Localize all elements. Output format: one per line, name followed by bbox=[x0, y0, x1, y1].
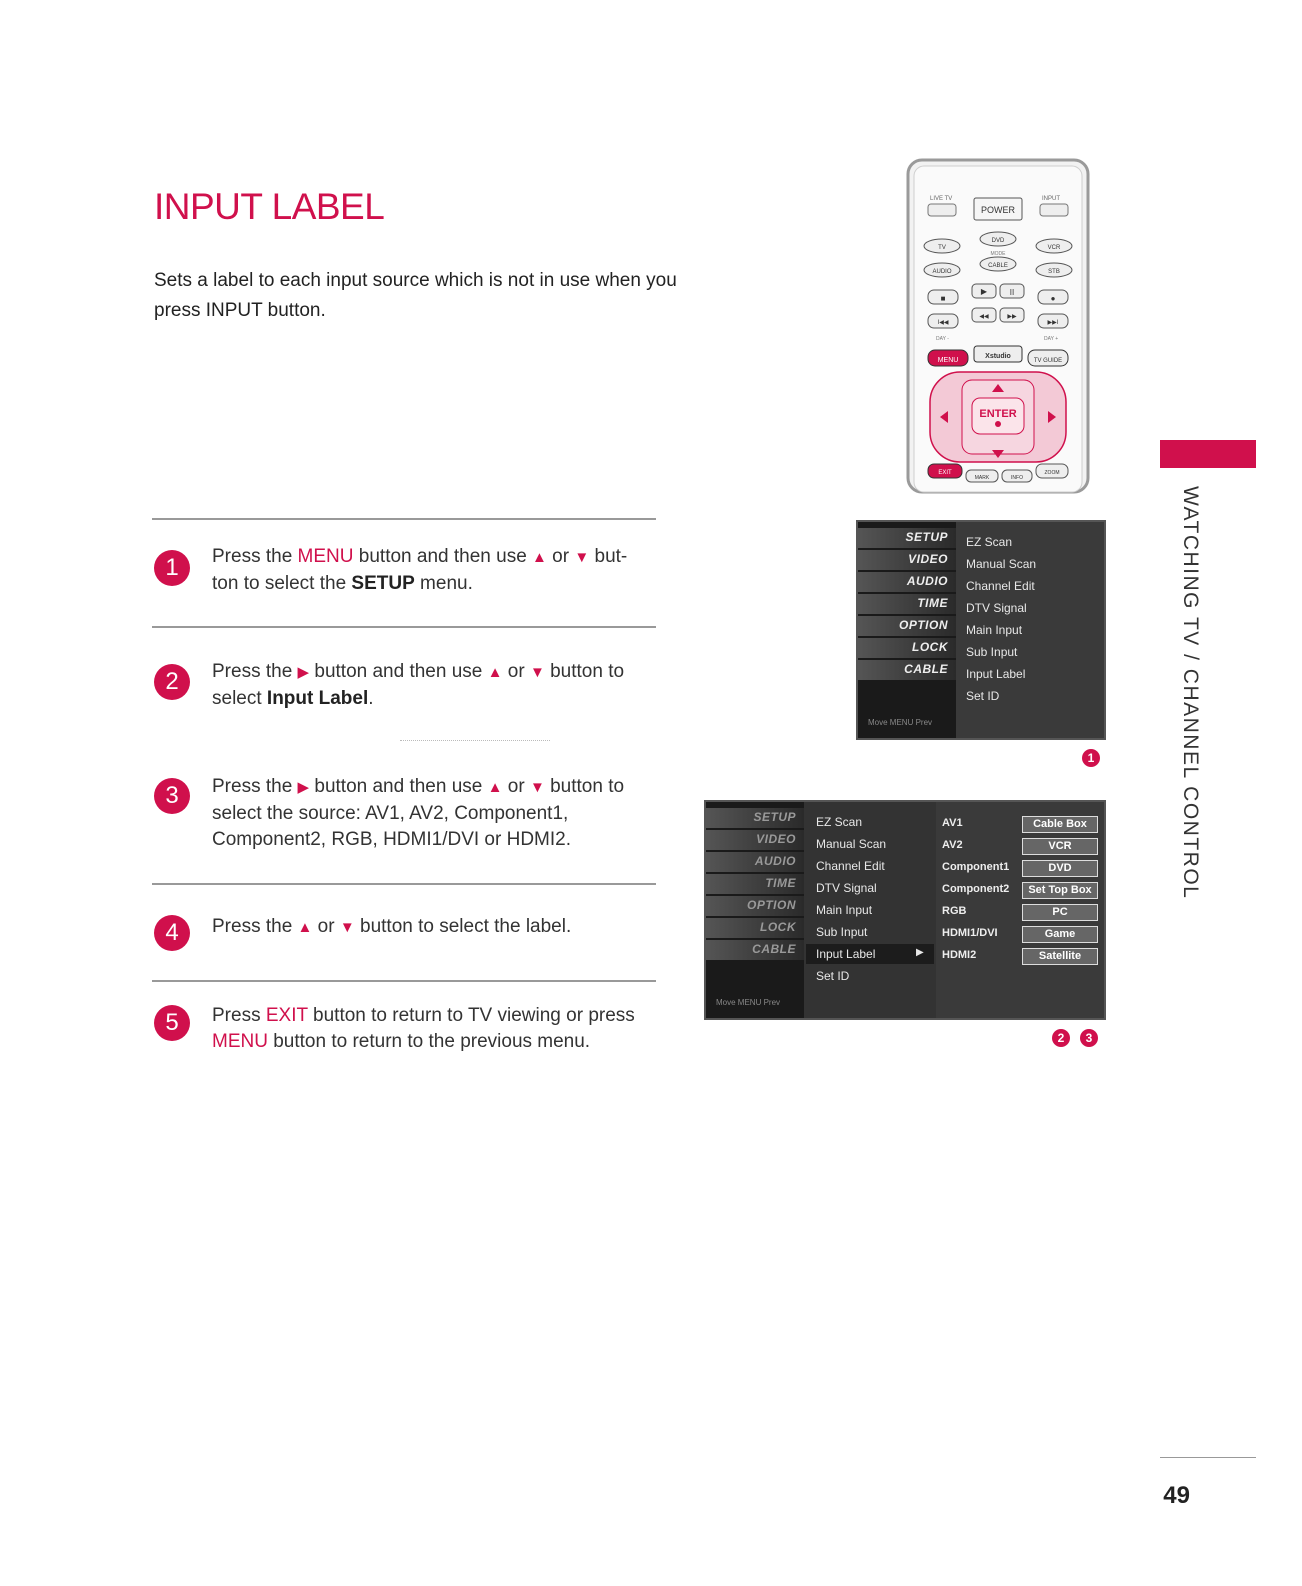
source-label: Game bbox=[1022, 926, 1098, 943]
source-name: HDMI1/DVI bbox=[942, 927, 998, 939]
svg-text:DAY +: DAY + bbox=[1044, 336, 1059, 342]
step-3-number: 3 bbox=[154, 778, 190, 814]
remote-control-illustration bbox=[906, 158, 1090, 494]
page-number: 49 bbox=[1163, 1482, 1190, 1509]
menu-item: Input Label bbox=[966, 667, 1026, 681]
intro-text: Sets a label to each input source which is not in use when you press INPUT button. bbox=[154, 270, 677, 321]
menu-item-selected: Input Label bbox=[816, 947, 876, 961]
menu-item: DTV Signal bbox=[816, 881, 877, 895]
menu-category: VIDEO bbox=[756, 832, 796, 846]
svg-text:DAY -: DAY - bbox=[936, 336, 949, 342]
step-1-number: 1 bbox=[154, 550, 190, 586]
divider bbox=[152, 980, 656, 982]
step-5-text: Press EXIT button to return to TV viewing or press MENU button to return to the previous menu. bbox=[212, 1005, 635, 1052]
step-2-number: 2 bbox=[154, 664, 190, 700]
svg-text:▶▶: ▶▶ bbox=[1007, 314, 1017, 320]
menu-footer: Move MENU Prev bbox=[868, 718, 933, 727]
menu-category: VIDEO bbox=[908, 552, 948, 566]
svg-text:■: ■ bbox=[940, 294, 946, 303]
chapter-title: WATCHING TV / CHANNEL CONTROL bbox=[1179, 486, 1202, 900]
menu-category: AUDIO bbox=[754, 854, 796, 868]
menu-item: Channel Edit bbox=[816, 859, 885, 873]
svg-text:MENU: MENU bbox=[937, 357, 959, 364]
source-name: RGB bbox=[942, 905, 967, 917]
step-5-number: 5 bbox=[154, 1005, 190, 1041]
source-label: PC bbox=[1022, 904, 1098, 921]
menu-category: SETUP bbox=[905, 530, 948, 544]
dotted-divider bbox=[400, 740, 550, 741]
menu-category: LOCK bbox=[760, 920, 796, 934]
source-label: Satellite bbox=[1022, 948, 1098, 965]
svg-text:ENTER: ENTER bbox=[979, 408, 1017, 420]
svg-text:LIVE TV: LIVE TV bbox=[930, 196, 953, 202]
source-name: AV2 bbox=[942, 839, 963, 851]
setup-menu-screenshot bbox=[856, 520, 1106, 740]
svg-text:CABLE: CABLE bbox=[988, 263, 1008, 269]
menu-item: Manual Scan bbox=[816, 837, 887, 851]
svg-text:INPUT: INPUT bbox=[1042, 196, 1060, 202]
menu-item: DTV Signal bbox=[966, 601, 1027, 615]
menu-item: Set ID bbox=[966, 689, 1000, 703]
source-name: AV1 bbox=[942, 817, 963, 829]
svg-text:DVD: DVD bbox=[991, 238, 1005, 244]
svg-text:STB: STB bbox=[1048, 269, 1060, 275]
menu-item: Sub Input bbox=[816, 925, 868, 939]
menu-category-column bbox=[858, 522, 956, 738]
menu-category-column bbox=[706, 802, 804, 1018]
menu-category: TIME bbox=[917, 596, 948, 610]
svg-text:EXIT: EXIT bbox=[938, 470, 952, 476]
source-label: Cable Box bbox=[1022, 816, 1098, 833]
svg-text:Xstudio: Xstudio bbox=[985, 353, 1011, 360]
menu-item: Main Input bbox=[816, 903, 873, 917]
menu-category: AUDIO bbox=[906, 574, 948, 588]
menu-category: CABLE bbox=[752, 942, 796, 956]
svg-text:◀◀: ◀◀ bbox=[979, 314, 989, 320]
svg-text:I◀◀: I◀◀ bbox=[937, 320, 949, 326]
chapter-tab-bar bbox=[1160, 440, 1256, 468]
source-name: Component2 bbox=[942, 883, 1010, 895]
svg-text:POWER: POWER bbox=[980, 205, 1016, 215]
submenu-arrow-icon: ▶ bbox=[916, 947, 924, 958]
divider bbox=[152, 626, 656, 628]
svg-text:AUDIO: AUDIO bbox=[932, 269, 952, 275]
input-label-menu-screenshot bbox=[704, 800, 1106, 1020]
callout-badge: 1 bbox=[1082, 749, 1100, 767]
step-3-text: Press the ▶ button and then use ▲ or ▼ button to select the source: AV1, AV2, Component1, Component2, RGB, HDMI1/DVI or HDMI2. bbox=[212, 776, 625, 850]
source-name: HDMI2 bbox=[942, 949, 977, 961]
svg-text:MARK: MARK bbox=[974, 475, 990, 481]
menu-item: Manual Scan bbox=[966, 557, 1037, 571]
source-name: Component1 bbox=[942, 861, 1010, 873]
footer-rule bbox=[1160, 1457, 1256, 1458]
svg-text:▶: ▶ bbox=[980, 287, 988, 296]
menu-category: CABLE bbox=[904, 662, 948, 676]
divider bbox=[152, 518, 656, 520]
step-2-text: Press the ▶ button and then use ▲ or ▼ button to select Input Label. bbox=[212, 661, 625, 709]
menu-item: EZ Scan bbox=[816, 815, 863, 829]
menu-footer: Move MENU Prev bbox=[716, 998, 781, 1007]
source-label: VCR bbox=[1022, 838, 1098, 855]
svg-text:▶▶I: ▶▶I bbox=[1047, 320, 1059, 326]
callout-badge: 2 bbox=[1052, 1029, 1070, 1047]
svg-text:TV GUIDE: TV GUIDE bbox=[1033, 358, 1063, 364]
menu-category: TIME bbox=[765, 876, 796, 890]
menu-category: SETUP bbox=[753, 810, 796, 824]
menu-category: OPTION bbox=[746, 898, 796, 912]
menu-item: Set ID bbox=[816, 969, 850, 983]
step-1-text: Press the MENU button and then use ▲ or ▼ but- ton to select the SETUP menu. bbox=[212, 546, 628, 594]
menu-item: Sub Input bbox=[966, 645, 1018, 659]
menu-item: EZ Scan bbox=[966, 535, 1013, 549]
svg-text:VCR: VCR bbox=[1047, 245, 1061, 251]
menu-item: Channel Edit bbox=[966, 579, 1035, 593]
svg-text:TV: TV bbox=[938, 245, 946, 251]
step-4-number: 4 bbox=[154, 915, 190, 951]
source-label: DVD bbox=[1022, 860, 1098, 877]
source-label: Set Top Box bbox=[1022, 882, 1098, 899]
divider bbox=[152, 883, 656, 885]
menu-item: Main Input bbox=[966, 623, 1023, 637]
svg-text:II: II bbox=[1009, 288, 1015, 297]
svg-text:INFO: INFO bbox=[1011, 475, 1023, 481]
svg-text:●: ● bbox=[1050, 294, 1056, 303]
page-title: INPUT LABEL bbox=[154, 186, 385, 227]
svg-text:MODE: MODE bbox=[990, 251, 1006, 257]
step-4-text: Press the ▲ or ▼ button to select the label. bbox=[212, 916, 572, 937]
menu-category: OPTION bbox=[898, 618, 948, 632]
callout-badge: 3 bbox=[1080, 1029, 1098, 1047]
svg-text:ZOOM: ZOOM bbox=[1044, 470, 1060, 476]
menu-category: LOCK bbox=[912, 640, 948, 654]
